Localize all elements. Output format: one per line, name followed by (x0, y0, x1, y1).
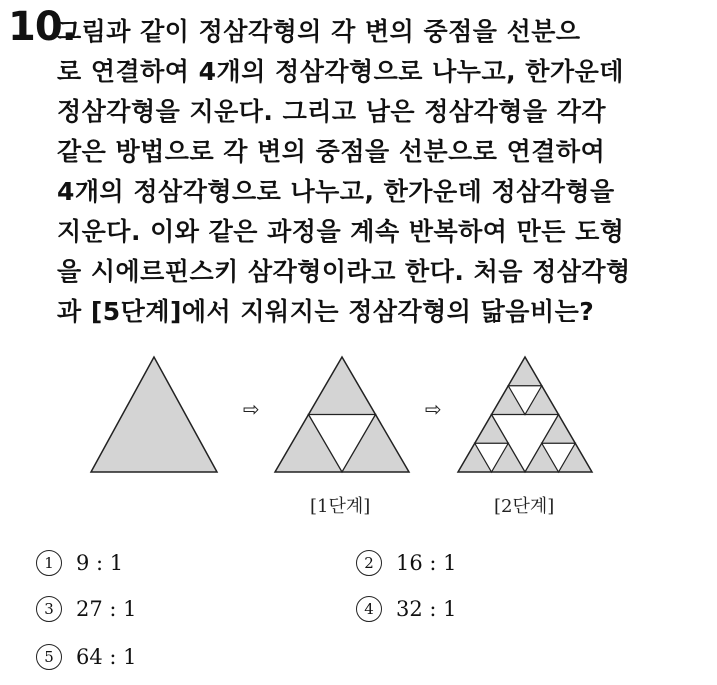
choice-marker: 3 (36, 596, 62, 622)
stage-0-triangle (91, 357, 217, 472)
question-line: 지운다. 이와 같은 과정을 계속 반복하여 만든 도형 (57, 217, 625, 246)
question-line: 과 [5단계]에서 지워지는 정삼각형의 닮음비는? (57, 297, 595, 326)
question-text (57, 12, 707, 332)
arrow-1-icon: ⇨ (243, 397, 260, 421)
choice-text: 64 : 1 (76, 645, 137, 669)
choice-text: 32 : 1 (396, 597, 457, 621)
question-line: 로 연결하여 4개의 정삼각형으로 나누고, 한가운데 (57, 57, 624, 86)
stage-2-caption: [2단계] (494, 496, 555, 517)
question-line: 그림과 같이 정삼각형의 각 변의 중점을 선분으 (57, 17, 581, 46)
choice-2[interactable] (356, 550, 457, 576)
base-triangle (91, 357, 217, 472)
arrow-2-icon: ⇨ (425, 397, 442, 421)
question-line: 4개의 정삼각형으로 나누고, 한가운데 정삼각형을 (57, 177, 615, 206)
choice-marker: 4 (356, 596, 382, 622)
choice-marker: 1 (36, 550, 62, 576)
choice-1[interactable] (36, 550, 123, 576)
choice-text: 16 : 1 (396, 551, 457, 575)
choice-text: 9 : 1 (76, 551, 124, 575)
question-number: 10. (8, 4, 76, 50)
question-line: 같은 방법으로 각 변의 중점을 선분으로 연결하여 (57, 137, 606, 166)
choice-marker: 5 (36, 644, 62, 670)
choice-4[interactable] (356, 596, 457, 622)
choice-marker: 2 (356, 550, 382, 576)
choice-5[interactable] (36, 644, 137, 670)
stage-1-caption: [1단계] (310, 496, 371, 517)
stage-1-triangle (275, 357, 409, 472)
choice-text: 27 : 1 (76, 597, 137, 621)
question-line: 을 시에르핀스키 삼각형이라고 한다. 처음 정삼각형 (57, 257, 631, 286)
question-line: 정삼각형을 지운다. 그리고 남은 정삼각형을 각각 (57, 97, 607, 126)
choice-3[interactable] (36, 596, 137, 622)
stage-2-triangle (458, 357, 592, 472)
